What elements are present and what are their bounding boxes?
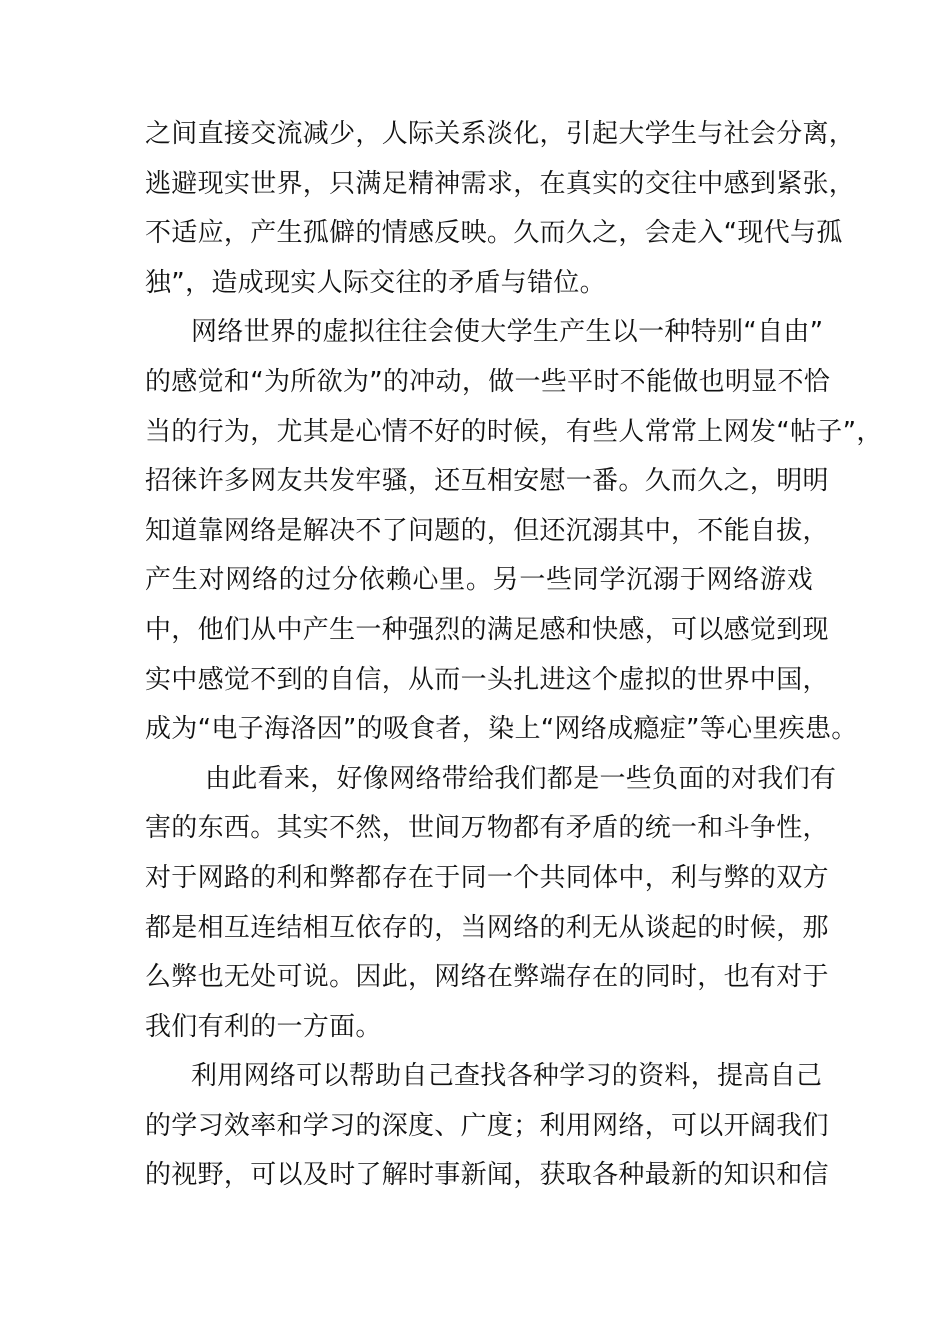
- text-line: 实中感觉不到的自信，从而一头扎进这个虚拟的世界中国，: [145, 664, 829, 695]
- paragraph-first-line: 由此看来，好像网络带给我们都是一些负面的对我们有: [205, 763, 837, 794]
- text-line: 中，他们从中产生一种强烈的满足感和快感，可以感觉到现: [145, 614, 829, 645]
- body-text: [145, 110, 883, 1201]
- text-line: 的感觉和“为所欲为”的冲动，做一些平时不能做也明显不恰: [145, 366, 831, 397]
- text-line: 产生对网络的过分依赖心里。另一些同学沉溺于网络游戏: [145, 565, 813, 596]
- text-line: 之间直接交流减少，人际关系淡化，引起大学生与社会分离，: [145, 119, 856, 149]
- paragraph-first-line: 网络世界的虚拟往往会使大学生产生以一种特别“自由”: [191, 317, 824, 348]
- text-line: 不适应，产生孤僻的情感反映。久而久之，会走入“现代与孤: [145, 218, 843, 249]
- text-line: 的视野，可以及时了解时事新闻，获取各种最新的知识和信: [145, 1160, 829, 1191]
- text-line: 招徕许多网友共发牢骚，还互相安慰一番。久而久之，明明: [145, 466, 829, 497]
- text-line: 对于网路的利和弊都存在于同一个共同体中，利与弊的双方: [145, 862, 829, 893]
- text-line: 害的东西。其实不然，世间万物都有矛盾的统一和斗争性，: [145, 813, 829, 844]
- text-line: 么弊也无处可说。因此，网络在弊端存在的同时，也有对于: [145, 962, 829, 993]
- text-line: 逃避现实世界，只满足精神需求，在真实的交往中感到紧张，: [145, 168, 856, 199]
- text-line: 都是相互连结相互依存的，当网络的利无从谈起的时候，那: [145, 912, 829, 943]
- paragraph-first-line: 利用网络可以帮助自己查找各种学习的资料，提高自己: [191, 1061, 823, 1092]
- text-line: 成为“电子海洛因”的吸食者，染上“网络成瘾症”等心里疾患。: [145, 714, 858, 745]
- text-line: 的学习效率和学习的深度、广度；利用网络，可以开阔我们: [145, 1110, 829, 1141]
- text-line: 我们有利的一方面。: [145, 1011, 382, 1042]
- text-line: 当的行为，尤其是心情不好的时候，有些人常常上网发“帖子”，: [145, 416, 883, 447]
- text-line: 知道靠网络是解决不了问题的，但还沉溺其中，不能自拔，: [145, 515, 829, 546]
- text-line: 独”，造成现实人际交往的矛盾与错位。: [145, 267, 606, 298]
